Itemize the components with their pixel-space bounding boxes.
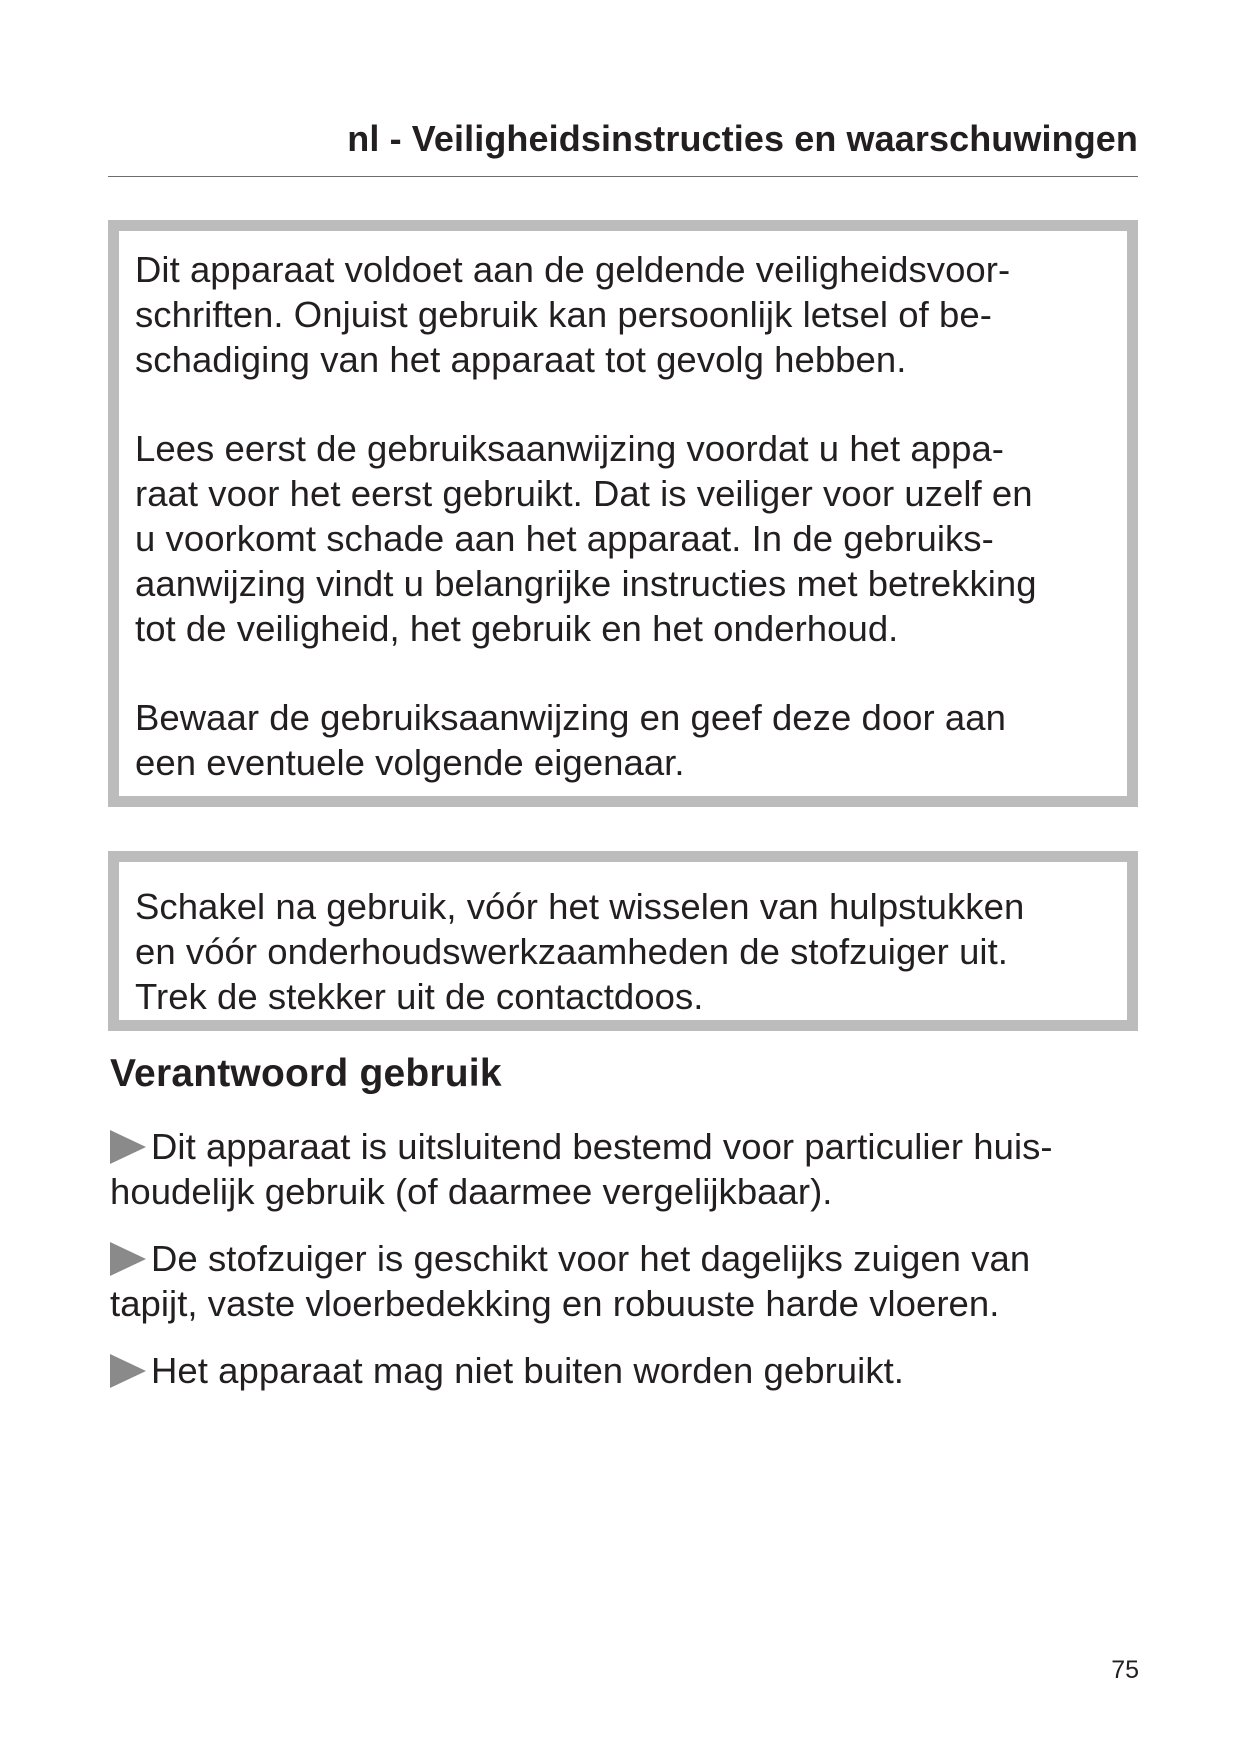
triangle-right-icon [110, 1242, 146, 1276]
list-item: Het apparaat mag niet buiten worden gebruikt. [110, 1348, 1140, 1393]
list-item: De stofzuiger is geschikt voor het dagelijks zuigen van tapijt, vaste vloerbedekking en robuuste harde vloeren. [110, 1238, 1031, 1324]
triangle-right-icon [110, 1354, 146, 1388]
unplug-notice-box [108, 851, 1138, 1031]
notice-paragraph-1: Dit apparaat voldoet aan de geldende veiligheidsvoor- schriften. Onjuist gebruik kan persoonlijk letsel of be- schadiging van het apparaat tot gevolg hebben. [135, 249, 1011, 380]
bullet-list [110, 1124, 1140, 1415]
safety-notice-box [108, 220, 1138, 807]
list-item: Dit apparaat is uitsluitend bestemd voor particulier huis- houdelijk gebruik (of daarmee vergelijkbaar). [110, 1126, 1053, 1212]
page-number: 75 [1111, 1656, 1139, 1684]
header-title: nl - Veiligheidsinstructies en waarschuwingen [347, 118, 1138, 159]
page-header [108, 112, 1138, 177]
notice-paragraph-2: Lees eerst de gebruiksaanwijzing voordat u het appa- raat voor het eerst gebruikt. Dat is veiliger voor uzelf en u voorkomt schade aan het apparaat. In de gebruiks- aanwijzing vindt u belangrijke instructies met betrekking tot de veiligheid, het gebruik en het onderhoud. [135, 428, 1037, 649]
notice-paragraph-3: Bewaar de gebruiksaanwijzing en geef deze door aan een eventuele volgende eigenaar. [135, 697, 1006, 783]
section-heading: Verantwoord gebruik [110, 1052, 502, 1095]
triangle-right-icon [110, 1130, 146, 1164]
unplug-notice-text: Schakel na gebruik, vóór het wisselen van hulpstukken en vóór onderhoudswerkzaamheden de stofzuiger uit. Trek de stekker uit de contactdoos. [135, 886, 1025, 1017]
